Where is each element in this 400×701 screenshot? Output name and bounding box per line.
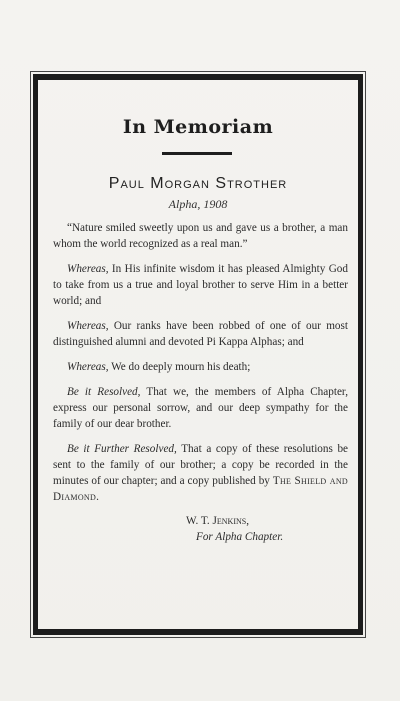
further-resolved-paragraph bbox=[53, 441, 348, 505]
paragraph-text: Our ranks have been robbed of one of our most distinguished alumni and devoted Pi Kappa Alphas; and bbox=[53, 320, 348, 348]
paragraph-lead: Whereas, bbox=[67, 263, 109, 275]
paragraph-lead: Whereas, bbox=[67, 320, 109, 332]
whereas-paragraph bbox=[53, 318, 348, 350]
paragraph-lead: Be it Further Resolved, bbox=[67, 443, 177, 455]
signer-title: For Alpha Chapter. bbox=[196, 531, 284, 543]
signature-block bbox=[156, 513, 336, 545]
publication-end: . bbox=[96, 491, 99, 503]
heading-divider bbox=[162, 152, 232, 155]
paragraph-text: That we, the members of Alpha Chapter, express our personal sorrow, and our deep sympathy for the family of our dear brother. bbox=[53, 386, 348, 430]
paragraph-text: In His infinite wisdom it has pleased Almighty God to take from us a true and loyal brother to serve Him in a better world; and bbox=[53, 263, 348, 307]
whereas-paragraph bbox=[53, 359, 348, 375]
publication-name: The Shield and Diamond bbox=[53, 475, 348, 503]
paragraph-lead: Be it Resolved, bbox=[67, 386, 141, 398]
paragraph-text: That a copy of these resolutions be sent to the family of our brother; a copy be recorded in the minutes of our chapter; and a copy published by bbox=[53, 443, 348, 487]
quote-paragraph bbox=[53, 220, 348, 252]
paragraph-text: We do deeply mourn his death; bbox=[108, 361, 251, 373]
deceased-name: Paul Morgan Strother bbox=[108, 175, 288, 192]
paragraph-lead: Whereas, bbox=[67, 361, 109, 373]
memorial-heading: In Memoriam bbox=[122, 116, 274, 138]
whereas-paragraph bbox=[53, 261, 348, 309]
paragraph-text: “Nature smiled sweetly upon us and gave us a brother, a man whom the world recognized as a real man.” bbox=[53, 222, 348, 250]
signer-name: W. T. Jenkins, bbox=[186, 515, 250, 527]
memorial-border-frame bbox=[33, 74, 363, 635]
resolved-paragraph bbox=[53, 384, 348, 432]
resolution-body bbox=[53, 220, 348, 514]
chapter-year: Alpha, 1908 bbox=[168, 197, 228, 211]
